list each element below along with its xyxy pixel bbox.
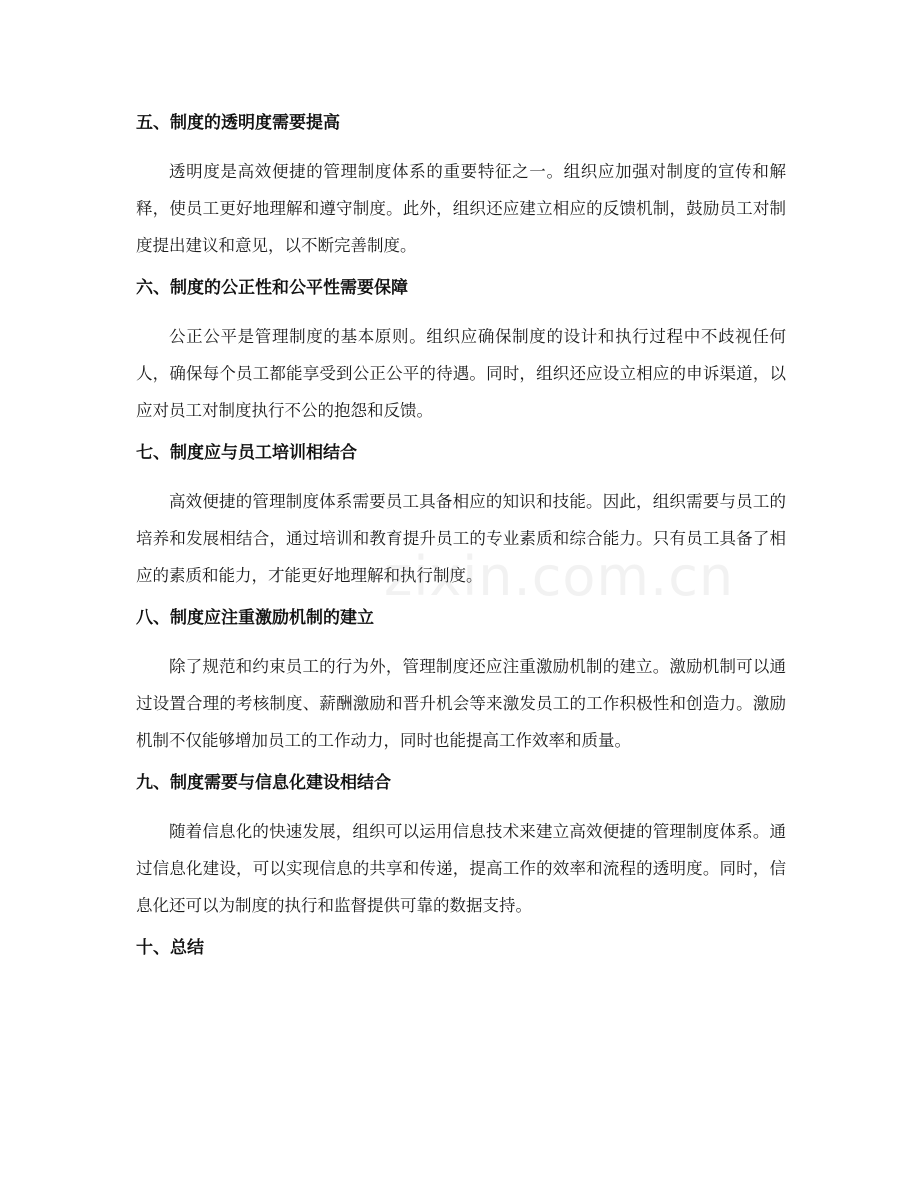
section-transparency bbox=[136, 108, 786, 264]
section-heading: 六、制度的公正性和公平性需要保障 bbox=[136, 278, 408, 298]
section-heading: 五、制度的透明度需要提高 bbox=[136, 113, 340, 133]
section-heading: 七、制度应与员工培训相结合 bbox=[136, 443, 357, 463]
section-paragraph: 公正公平是管理制度的基本原则。组织应确保制度的设计和执行过程中不歧视任何人，确保每个员工都能享受到公正公平的待遇。同时，组织还应设立相应的申诉渠道，以应对员工对制度执行不公的抱怨和反馈。 bbox=[136, 327, 786, 420]
section-heading: 八、制度应注重激励机制的建立 bbox=[136, 608, 374, 628]
watermark-text: zixin.com.cn bbox=[384, 545, 735, 608]
section-paragraph: 高效便捷的管理制度体系需要员工具备相应的知识和技能。因此，组织需要与员工的培养和发展相结合，通过培训和教育提升员工的专业素质和综合能力。只有员工具备了相应的素质和能力，才能更好地理解和执行制度。 bbox=[136, 492, 786, 585]
section-training bbox=[136, 438, 786, 594]
document-body bbox=[136, 108, 786, 978]
section-incentive bbox=[136, 603, 786, 759]
section-heading: 九、制度需要与信息化建设相结合 bbox=[136, 773, 391, 793]
section-paragraph: 随着信息化的快速发展，组织可以运用信息技术来建立高效便捷的管理制度体系。通过信息化建设，可以实现信息的共享和传递，提高工作的效率和流程的透明度。同时，信息化还可以为制度的执行和监督提供可靠的数据支持。 bbox=[136, 822, 786, 915]
section-informatization bbox=[136, 768, 786, 924]
section-fairness bbox=[136, 273, 786, 429]
section-paragraph: 透明度是高效便捷的管理制度体系的重要特征之一。组织应加强对制度的宣传和解释，使员工更好地理解和遵守制度。此外，组织还应建立相应的反馈机制，鼓励员工对制度提出建议和意见，以不断完善制度。 bbox=[136, 162, 786, 255]
section-paragraph: 除了规范和约束员工的行为外，管理制度还应注重激励机制的建立。激励机制可以通过设置合理的考核制度、薪酬激励和晋升机会等来激发员工的工作积极性和创造力。激励机制不仅能够增加员工的工作动力，同时也能提高工作效率和质量。 bbox=[136, 657, 786, 750]
section-summary bbox=[136, 933, 786, 963]
section-heading: 十、总结 bbox=[136, 938, 204, 958]
